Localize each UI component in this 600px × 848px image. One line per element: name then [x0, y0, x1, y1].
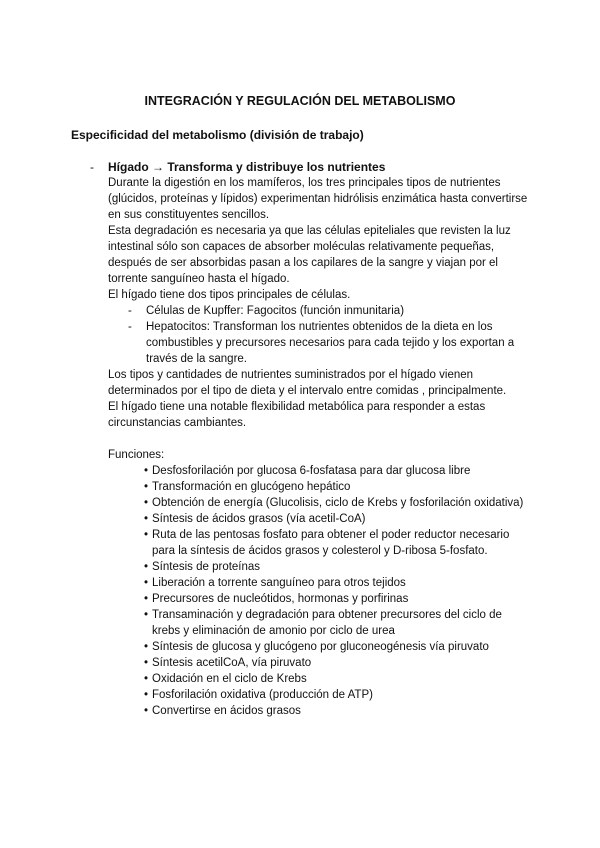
function-text: Síntesis de proteínas: [152, 561, 261, 573]
bullet-icon: •: [144, 641, 149, 653]
paragraph-digestion: Durante la digestión en los mamíferos, los tres principales tipos de nutrientes (glúcidos, proteínas y lípidos) experimentan hidrólisis enzimática hasta convertirse en sus constituyentes sencillos.: [108, 177, 528, 221]
function-text: Síntesis acetilCoA, vía piruvato: [152, 657, 312, 669]
function-text: Convertirse en ácidos grasos: [152, 705, 301, 717]
function-text: Transaminación y degradación para obtener precursores del ciclo de krebs y eliminación de amonio por ciclo de urea: [152, 609, 502, 637]
function-text: Obtención de energía (Glucolisis, ciclo de Krebs y fosforilación oxidativa): [152, 497, 524, 509]
paragraph-cell-types: El hígado tiene dos tipos principales de células.: [108, 289, 351, 301]
list-item: [108, 559, 528, 575]
functions-list: [108, 463, 528, 719]
list-item: [108, 575, 528, 591]
list-item: [108, 687, 528, 703]
list-item: [108, 703, 528, 719]
list-item: [108, 527, 528, 559]
liver-heading-text: Hígado → Transforma y distribuye los nutrientes: [108, 160, 386, 174]
bullet-icon: •: [144, 577, 149, 589]
main-content: [90, 159, 528, 719]
function-text: Fosforilación oxidativa (producción de ATP): [152, 689, 373, 701]
bullet-icon: •: [144, 673, 149, 685]
function-text: Ruta de las pentosas fosfato para obtener el poder reductor necesario para la síntesis de ácidos grasos y colesterol y D-ribosa 5-fosfato.: [152, 529, 510, 557]
list-item: [108, 607, 528, 639]
function-text: Oxidación en el ciclo de Krebs: [152, 673, 307, 685]
cell-type-kupffer: Células de Kupffer: Fagocitos (función inmunitaria): [146, 305, 405, 317]
paragraph-degradation: Esta degradación es necesaria ya que las células epiteliales que revisten la luz intestinal sólo son capaces de absorber moléculas relativamente pequeñas, después de ser absorbidas pasan a los capilares de la sangre y viajan por el torrente sanguíneo hasta el hígado.: [108, 225, 511, 285]
paragraph-flexibility: El hígado tiene una notable flexibilidad metabólica para responder a estas circunstancias cambiantes.: [108, 401, 486, 429]
bullet-icon: •: [144, 705, 149, 717]
list-item: [108, 479, 528, 495]
bullet-icon: •: [144, 513, 149, 525]
function-text: Precursores de nucleótidos, hormonas y porfirinas: [152, 593, 409, 605]
function-text: Transformación en glucógeno hepático: [152, 481, 351, 493]
function-text: Liberación a torrente sanguíneo para otros tejidos: [152, 577, 406, 589]
liver-heading: [90, 159, 528, 175]
cell-type-hepatocytes: Hepatocitos: Transforman los nutrientes obtenidos de la dieta en los combustibles y precursores necesarios para cada tejido y los exportan a través de la sangre.: [146, 321, 515, 365]
section-heading: Especificidad del metabolismo (división de trabajo): [71, 128, 364, 142]
spacer: [108, 431, 528, 447]
bullet-icon: •: [144, 609, 149, 621]
list-item: [108, 495, 528, 511]
dash-marker: -: [128, 321, 132, 333]
dash-marker: -: [90, 160, 94, 174]
list-item: [108, 463, 528, 479]
list-item: [108, 671, 528, 687]
bullet-icon: •: [144, 481, 149, 493]
list-item: [108, 319, 528, 367]
function-text: Síntesis de glucosa y glucógeno por gluconeogénesis vía piruvato: [152, 641, 489, 653]
document-title: INTEGRACIÓN Y REGULACIÓN DEL METABOLISMO: [144, 94, 456, 108]
paragraph-nutrients: Los tipos y cantidades de nutrientes suministrados por el hígado vienen determinados por el tipo de dieta y el intervalo entre comidas , principalmente.: [108, 369, 507, 397]
bullet-icon: •: [144, 497, 149, 509]
list-item: [108, 655, 528, 671]
function-text: Síntesis de ácidos grasos (vía acetil-CoA): [152, 513, 366, 525]
list-item: [108, 303, 528, 319]
bullet-icon: •: [144, 561, 149, 573]
bullet-icon: •: [144, 465, 149, 477]
list-item: [108, 639, 528, 655]
list-item: [108, 511, 528, 527]
cell-types-list: [108, 303, 528, 367]
list-item: [108, 591, 528, 607]
dash-marker: -: [128, 305, 132, 317]
bullet-icon: •: [144, 529, 149, 541]
bullet-icon: •: [144, 689, 149, 701]
functions-label: Funciones:: [108, 449, 165, 461]
function-text: Desfosforilación por glucosa 6-fosfatasa para dar glucosa libre: [152, 465, 471, 477]
bullet-icon: •: [144, 657, 149, 669]
bullet-icon: •: [144, 593, 149, 605]
